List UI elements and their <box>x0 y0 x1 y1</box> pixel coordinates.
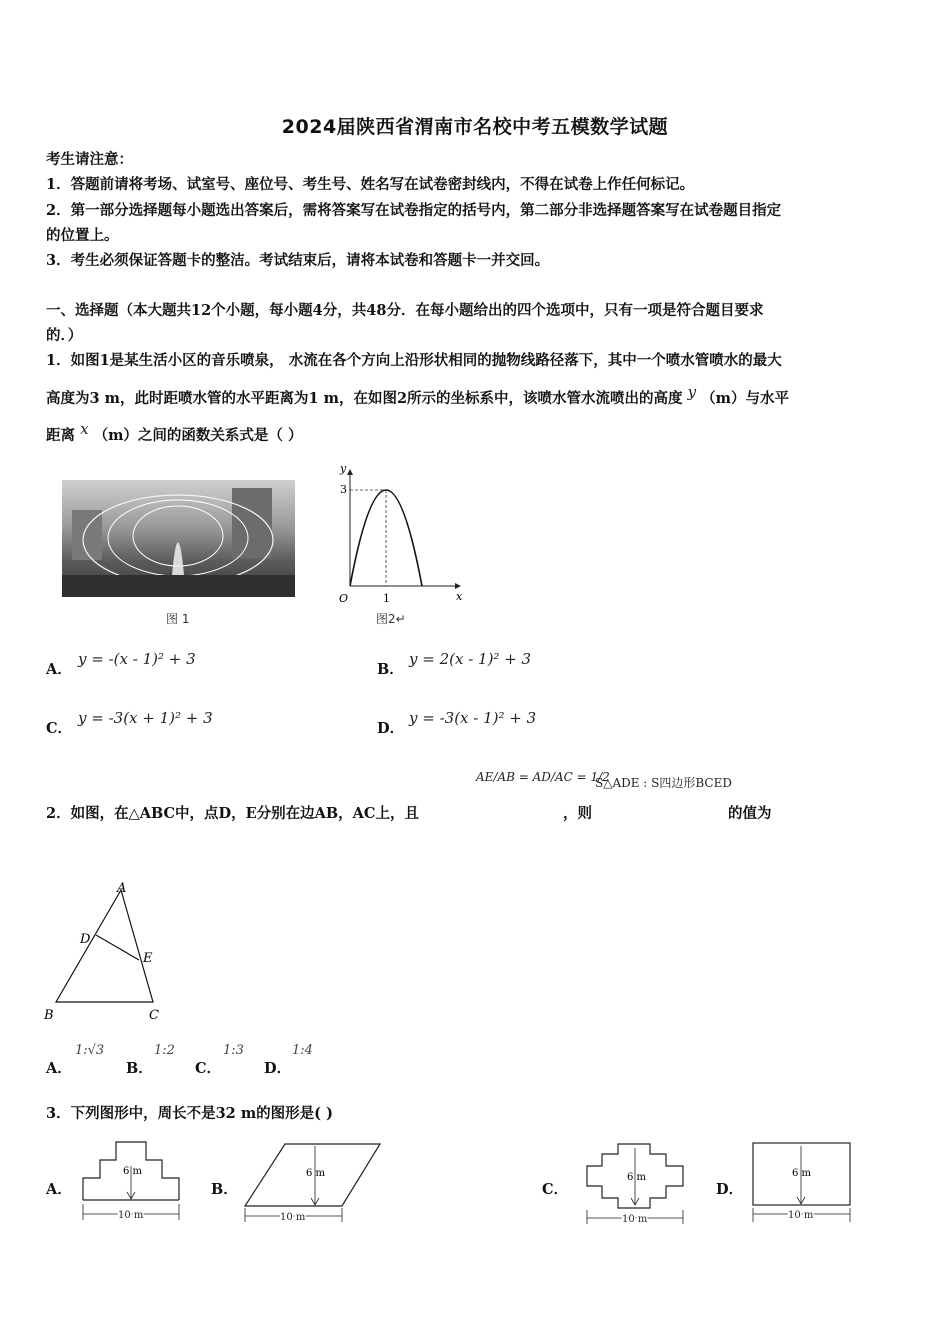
fig1-caption: 图 1 <box>166 612 190 626</box>
q2-option-a-letter: A． <box>46 1060 72 1077</box>
q2-option-b-letter: B． <box>126 1060 153 1077</box>
section-heading: 一、选择题（本大题共12个小题，每小题4分，共48分．在每小题给出的四个选项中，只有一项是符合题目要求 <box>46 302 764 319</box>
q3-d-width-label: 10 m <box>788 1210 814 1221</box>
notice-item-1: 1．答题前请将考场、试室号、座位号、考生号、姓名写在试卷密封线内，不得在试卷上作任何标记。 <box>46 176 695 193</box>
fig2-caption: 图2↵ <box>376 612 406 626</box>
section-heading-cont: 的．） <box>46 327 83 344</box>
q1-line-3 <box>46 420 906 446</box>
y-tick-3: 3 <box>340 483 347 496</box>
triangle-figure <box>40 880 170 1025</box>
q3-question: 3．下列图形中，周长不是32 m的图形是( ) <box>46 1105 333 1122</box>
point-e-label: E <box>143 951 153 966</box>
q1-option-b-formula[interactable]: y = 2(x - 1)² + 3 <box>409 650 532 668</box>
q1-line-2 <box>46 383 906 409</box>
parabola-graph <box>328 460 468 608</box>
vertex-c-label: C <box>149 1008 159 1023</box>
q2-option-c-value[interactable]: 1:3 <box>223 1043 244 1058</box>
q2-question-b: ，则 <box>563 805 592 822</box>
q3-b-height-label: 6 m <box>306 1168 326 1179</box>
notice-item-2: 2．第一部分选择题每小题选出答案后，需将答案写在试卷指定的括号内，第二部分非选择题答案写在试卷题目指定 <box>46 202 782 219</box>
q3-shape-b[interactable] <box>240 1138 390 1226</box>
q1-option-d-formula[interactable]: y = -3(x - 1)² + 3 <box>409 709 537 727</box>
q3-option-c-letter: C． <box>542 1181 569 1198</box>
q3-option-b-letter: B． <box>211 1181 238 1198</box>
notice-heading: 考生请注意： <box>46 151 133 168</box>
q2-question-a: 2．如图，在△ABC中，点D，E分别在边AB，AC上，且 <box>46 805 419 822</box>
q3-option-a-letter: A． <box>46 1181 72 1198</box>
q2-ask-formula: S△ADE : S四边形BCED <box>595 776 732 790</box>
q3-d-height-label: 6 m <box>792 1168 812 1179</box>
segment-de <box>96 935 139 960</box>
vertex-a-label: A <box>117 881 127 896</box>
x-axis-label: x <box>456 590 463 603</box>
q3-c-width-label: 10 m <box>622 1214 648 1225</box>
q1-option-a-formula[interactable]: y = -(x - 1)² + 3 <box>78 650 196 668</box>
q3-shape-a[interactable] <box>78 1138 188 1226</box>
q1-option-b-letter: B． <box>377 661 404 678</box>
point-d-label: D <box>80 932 91 947</box>
fountain-photo <box>62 480 295 597</box>
q1-line-1: 1．如图1是某生活小区的音乐喷泉， 水流在各个方向上沿形状相同的抛物线路径落下，其中一个喷水管喷水的最大 <box>46 352 782 369</box>
page-title: 2024届陕西省渭南市名校中考五模数学试题 <box>281 116 669 138</box>
q3-shape-c[interactable] <box>582 1140 694 1228</box>
q1-option-a-letter: A． <box>46 661 72 678</box>
origin-label: O <box>339 592 349 605</box>
q1-line-3a: 距离 <box>46 427 75 444</box>
q3-b-width-label: 10 m <box>280 1212 306 1223</box>
q1-line-2b: （m）与水平 <box>701 390 789 407</box>
q1-line-3b: （m）之间的函数关系式是（ ） <box>93 427 303 444</box>
q3-c-height-label: 6 m <box>627 1172 647 1183</box>
vertex-b-label: B <box>44 1008 54 1023</box>
y-axis-label: y <box>340 462 347 475</box>
q1-line-2a: 高度为3 m，此时距喷水管的水平距离为1 m，在如图2所示的坐标系中，该喷水管水流喷出的高度 <box>46 390 683 407</box>
q1-option-d-letter: D． <box>377 720 405 737</box>
fountain-photo-art <box>62 480 295 597</box>
q3-a-width-label: 10 m <box>118 1210 144 1221</box>
q1-var-y: y <box>687 383 697 401</box>
q2-question-c: 的值为 <box>728 805 772 822</box>
x-tick-1: 1 <box>383 592 390 605</box>
q2-option-c-letter: C． <box>195 1060 222 1077</box>
q1-var-x: x <box>80 420 89 438</box>
notice-item-3: 3．考生必须保证答题卡的整洁。考试结束后，请将本试卷和答题卡一并交回。 <box>46 252 550 269</box>
triangle-abc <box>56 890 153 1002</box>
q2-option-a-value[interactable]: 1:√3 <box>75 1043 105 1058</box>
q2-option-d-letter: D． <box>264 1060 292 1077</box>
q2-condition-formula: AE/AB = AD/AC = 1/2 <box>476 770 610 784</box>
q3-option-d-letter: D． <box>716 1181 744 1198</box>
notice-item-2-cont: 的位置上。 <box>46 227 119 244</box>
q3-shape-d[interactable] <box>748 1138 858 1226</box>
q1-option-c-formula[interactable]: y = -3(x + 1)² + 3 <box>78 709 213 727</box>
q2-option-b-value[interactable]: 1:2 <box>154 1043 175 1058</box>
q3-a-height-label: 6 m <box>123 1166 143 1177</box>
q1-option-c-letter: C． <box>46 720 73 737</box>
q2-option-d-value[interactable]: 1:4 <box>292 1043 313 1058</box>
